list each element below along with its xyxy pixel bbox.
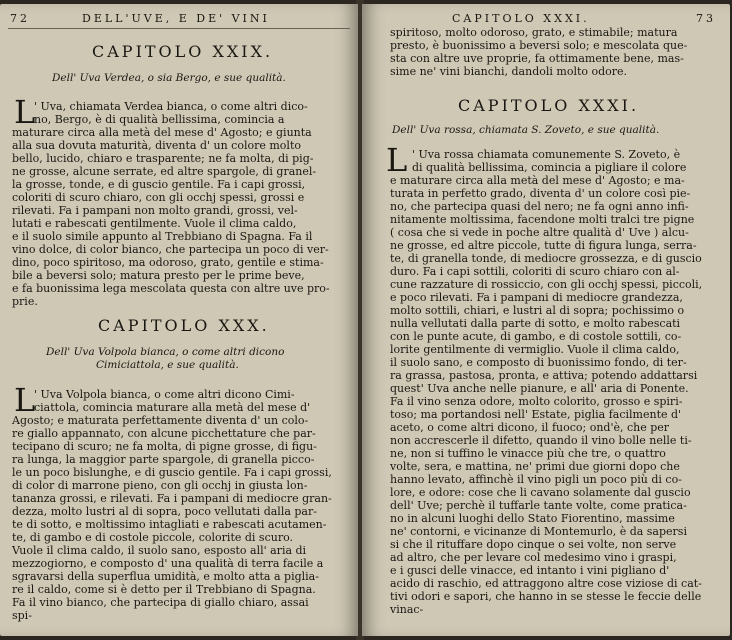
text-line: prie. xyxy=(12,295,38,308)
text-line: le un poco bislunghe, e di guscio gentile. Fa i capi grossi, xyxy=(12,466,332,479)
text-line: e poco rilevati. Fa i pampani di mediocre grandezza, xyxy=(390,291,683,304)
chapter-title: CAPITOLO XXIX. xyxy=(92,42,274,61)
text-line: vinac- xyxy=(390,603,424,616)
text-line: duro. Fa i capi sottili, coloriti di scuro chiaro con al- xyxy=(390,265,680,278)
text-line: alla sua dovuta maturità, diventa d' un colore molto xyxy=(12,139,301,152)
page-number-left: 72 xyxy=(10,12,30,25)
text-line: Fa il vino bianco, che partecipa di giallo chiaro, assai xyxy=(12,596,309,609)
text-line: lore, e odore: cose che li cavano solamente dal guscio xyxy=(390,486,691,499)
text-line: Vuole il clima caldo, il suolo sano, esposto all' aria di xyxy=(12,544,307,557)
page-number-right: 73 xyxy=(696,12,716,25)
text-line: molto sottili, chiari, e lustri al di sopra; pochissimo o xyxy=(390,304,685,317)
text-line: Agosto; e maturata perfettamente diventa d' un colo- xyxy=(12,414,309,427)
chapter-title: CAPITOLO XXX. xyxy=(98,316,270,335)
text-line: turata in perfetto grado, diventa d' un colore così pie- xyxy=(390,187,691,200)
text-line: mezzogiorno, e composto d' una qualità di terra facile a xyxy=(12,557,324,570)
text-line: di qualità bellissima, comincia a pigliare il colore xyxy=(412,161,687,174)
text-line: di color di marrone pieno, con gli occhj in giusta lon- xyxy=(12,479,308,492)
text-line: nitamente moltissima, facendone molti tralci tre pigne xyxy=(390,213,695,226)
text-line: re il caldo, come si è detto per il Trebbiano di Spagna. xyxy=(12,583,316,596)
text-line: la grosse, tonde, e di guscio gentile. Fa i capi grossi, xyxy=(12,178,306,191)
text-line: volte, sera, e mattina, ne' primi due giorni dopo che xyxy=(390,460,680,473)
text-line: no, Bergo, è di qualità bellissima, comincia a xyxy=(34,113,285,126)
text-line: con le punte acute, di gambo, e di costole sottili, co- xyxy=(390,330,682,343)
chapter-subtitle: Cimiciattola, e sue qualità. xyxy=(96,359,239,371)
text-line: rilevati. Fa i pampani non molto grandi, grossi, vel- xyxy=(12,204,298,217)
text-line: e maturare circa alla metà del mese d' Agosto; e ma- xyxy=(390,174,685,187)
right-page xyxy=(362,4,730,636)
drop-initial: L xyxy=(386,141,408,179)
text-line: bello, lucido, chiaro e trasparente; ne fa molta, di pig- xyxy=(12,152,314,165)
chapter-subtitle: Dell' Uva Volpola bianca, o come altri dicono xyxy=(46,346,285,358)
text-line: aceto, o come altri dicono, il fuoco; ond'è, che per xyxy=(390,421,670,434)
drop-initial: L xyxy=(14,93,36,131)
text-line: sta con altre uve proprie, fa ottimamente bene, mas- xyxy=(390,52,684,65)
text-line: toso; ma portandosi nell' Estate, piglia facilmente d' xyxy=(390,408,682,421)
text-line: ' Uva, chiamata Verdea bianca, o come altri dico- xyxy=(34,100,308,113)
text-line: lorite gentilmente di vermiglio. Vuole il clima caldo, xyxy=(390,343,680,356)
text-line: tecipano di scuro; ne fa molta, di pigne grosse, di figu- xyxy=(12,440,317,453)
text-line: ne grosse, alcune serrate, ed altre spargole, di granel- xyxy=(12,165,317,178)
text-line: ad altro, che per levare col medesimo vino i graspi, xyxy=(390,551,677,564)
text-line: dino, poco spiritoso, ma odoroso, grato, gentile e stima- xyxy=(12,256,324,269)
text-line: spiritoso, molto odoroso, grato, e stimabile; matura xyxy=(390,26,678,39)
text-line: no, che partecipa quasi del nero; ne fa ogni anno infi- xyxy=(390,200,689,213)
text-line: e il suolo simile appunto al Trebbiano di Spagna. Fa il xyxy=(12,230,313,243)
text-line: ' Uva rossa chiamata comunemente S. Zoveto, è xyxy=(412,148,681,161)
text-line: non accrescerle il difetto, quando il vino bolle nelle ti- xyxy=(390,434,692,447)
text-line: ' Uva Volpola bianca, o come altri dicono Cimi- xyxy=(34,388,295,401)
text-line: te di sotto, e moltissimo intagliati e rabescati acutamen- xyxy=(12,518,327,531)
text-line: maturare circa alla metà del mese d' Agosto; e giunta xyxy=(12,126,312,139)
text-line: sgravarsi della superflua umidità, e molto atta a piglia- xyxy=(12,570,319,583)
text-line: te, di gambo e di costole piccole, colorite di scuro. xyxy=(12,531,294,544)
text-line: dezza, molto lustri al di sopra, poco vellutati dalla par- xyxy=(12,505,317,518)
text-line: lutati e rabescati gentilmente. Vuole il clima caldo, xyxy=(12,217,297,230)
text-line: acido di raschio, ed attraggono altre cose viziose di cat- xyxy=(390,577,702,590)
text-line: bile a beversi solo; matura presto per le prime beve, xyxy=(12,269,305,282)
running-head-left: DELL'UVE, E DE' VINI xyxy=(82,12,270,25)
text-line: quest' Uva anche nelle pianure, e all' aria di Ponente. xyxy=(390,382,689,395)
text-line: dell' Uve; perchè il tuffarle tante volte, come pratica- xyxy=(390,499,687,512)
text-line: ne' contorni, e vicinanze di Montemurlo, è da sapersi xyxy=(390,525,687,538)
drop-initial: L xyxy=(14,381,36,419)
text-line: si che il rituffare dopo cinque o sei volte, non serve xyxy=(390,538,677,551)
text-line: te, di granella tonde, di mediocre grossezza, e di guscio xyxy=(390,252,702,265)
head-rule-left xyxy=(8,28,350,29)
left-page xyxy=(0,4,358,636)
chapter-title: CAPITOLO XXXI. xyxy=(458,96,640,115)
chapter-subtitle: Dell' Uva rossa, chiamata S. Zoveto, e sue qualità. xyxy=(392,124,660,136)
text-line: tivi odori e sapori, che hanno in se stesse le feccie delle xyxy=(390,590,702,603)
text-line: ciattola, comincia maturare alla metà del mese d' xyxy=(34,401,311,414)
text-line: nulla vellutati dalla parte di sotto, e molto rabescati xyxy=(390,317,681,330)
text-line: no in alcuni luoghi dello Stato Fiorentino, massime xyxy=(390,512,675,525)
text-line: vino dolce, di color bianco, che partecipa un poco di ver- xyxy=(12,243,329,256)
text-line: ( cosa che si vede in poche altre qualità d' Uve ) alcu- xyxy=(390,226,689,239)
text-line: sime ne' vini bianchi, dandoli molto odore. xyxy=(390,65,628,78)
chapter-subtitle: Dell' Uva Verdea, o sia Bergo, e sue qualità. xyxy=(52,72,286,84)
text-line: ra lunga, la maggior parte spargole, di granella picco- xyxy=(12,453,315,466)
text-line: ra grassa, pastosa, pronta, e attiva; potendo addattarsi xyxy=(390,369,698,382)
text-line: coloriti di scuro chiaro, con gli occhj spessi, grossi e xyxy=(12,191,305,204)
text-line: il suolo sano, e composto di buonissimo fondo, di ter- xyxy=(390,356,687,369)
text-line: ne grosse, ed altre piccole, tutte di figura lunga, serra- xyxy=(390,239,697,252)
text-line: e fa buonissima lega mescolata questa con altre uve pro- xyxy=(12,282,330,295)
text-line: hanno levato, affinchè il vino pigli un poco più di co- xyxy=(390,473,682,486)
text-line: spi- xyxy=(12,609,32,622)
text-line: ne, non si tuffino le vinacce più che tre, o quattro xyxy=(390,447,666,460)
text-line: Fa il vino senza odore, molto colorito, grosso e spiri- xyxy=(390,395,683,408)
text-line: re giallo appannato, con alcune picchettature che par- xyxy=(12,427,316,440)
running-head-right: CAPITOLO XXXI. xyxy=(452,12,590,25)
text-line: e i gusci delle vinacce, ed intanto i vini pigliano d' xyxy=(390,564,670,577)
text-line: tananza grossi, e rilevati. Fa i pampani di mediocre gran- xyxy=(12,492,332,505)
text-line: presto, è buonissimo a beversi solo; e mescolata que- xyxy=(390,39,688,52)
text-line: cune razzature di rossiccio, con gli occhj spessi, piccoli, xyxy=(390,278,703,291)
